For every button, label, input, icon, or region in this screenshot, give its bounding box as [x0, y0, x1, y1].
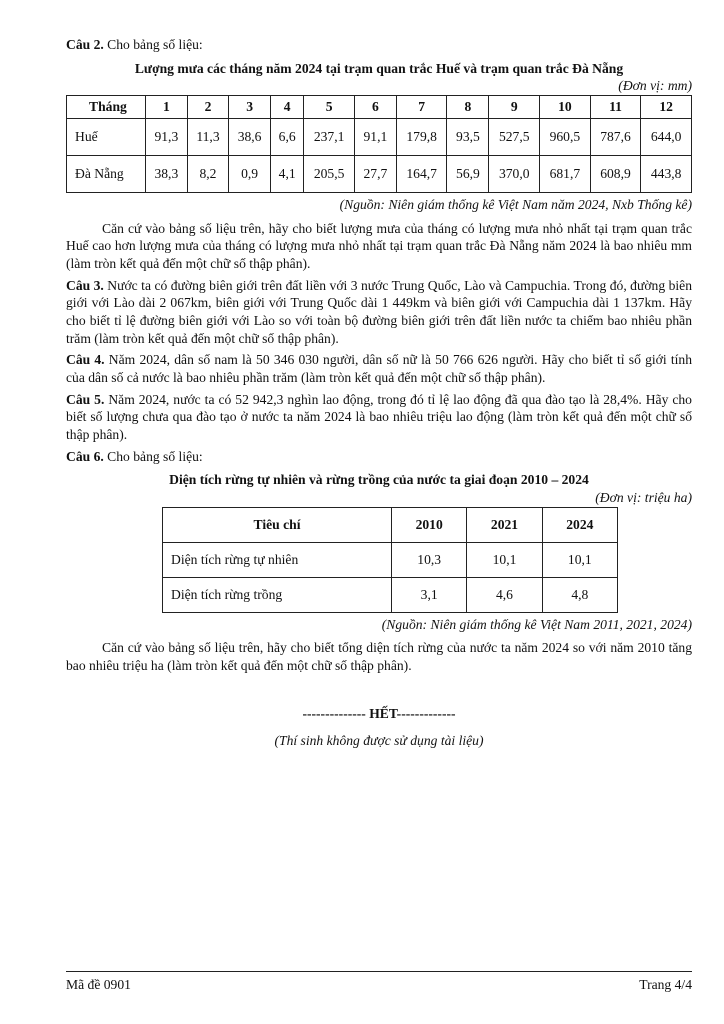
q6-unit: (Đơn vị: triệu ha) [595, 490, 692, 506]
month-header: 2 [187, 96, 228, 119]
q4-paragraph [66, 351, 692, 386]
table-cell: 6,6 [271, 119, 304, 156]
table-cell: 960,5 [540, 119, 591, 156]
month-header: 1 [145, 96, 187, 119]
table-cell: 93,5 [447, 119, 489, 156]
month-header: 8 [447, 96, 489, 119]
month-header: 9 [489, 96, 540, 119]
table-cell: 370,0 [489, 156, 540, 193]
table-row [67, 119, 692, 156]
table-row [67, 156, 692, 193]
q2-question: Căn cứ vào bảng số liệu trên, hãy cho biết lượng mưa của tháng có lượng mưa nhỏ nhất tại trạm quan trắc Huế cao hơn lượng mưa của tháng có lượng mưa nhỏ nhất tại trạm quan trắc Đà Nẵng năm 2024 là bao nhiêu mm (làm tròn kết quả đến một chữ số thập phân). [66, 220, 692, 272]
year-header: 2024 [542, 507, 617, 542]
forest-header-row [163, 507, 618, 542]
table-cell: 0,9 [229, 156, 271, 193]
station-name: Huế [67, 119, 146, 156]
table-row [163, 542, 618, 577]
month-header: 12 [641, 96, 692, 119]
table-cell: 179,8 [396, 119, 447, 156]
forest-table [162, 507, 618, 613]
table-cell: 10,3 [392, 542, 467, 577]
table-cell: 608,9 [590, 156, 641, 193]
table-cell: 3,1 [392, 577, 467, 612]
q6-intro-text: Cho bảng số liệu: [103, 448, 203, 464]
q6-table-title: Diện tích rừng tự nhiên và rừng trồng của nước ta giai đoạn 2010 – 2024 [169, 472, 589, 488]
q6-question: Căn cứ vào bảng số liệu trên, hãy cho biết tổng diện tích rừng của nước ta năm 2024 so với năm 2010 tăng bao nhiêu triệu ha (làm tròn kết quả đến một chữ số thập phân). [66, 640, 692, 674]
table-cell: 27,7 [354, 156, 396, 193]
table-cell: 91,1 [354, 119, 396, 156]
month-header: 3 [229, 96, 271, 119]
table-cell: 164,7 [396, 156, 447, 193]
table-cell: 205,5 [304, 156, 355, 193]
q6-intro [66, 448, 692, 466]
table-cell: 10,1 [467, 542, 542, 577]
table-cell: 237,1 [304, 119, 355, 156]
table-cell: 38,6 [229, 119, 271, 156]
table-cell: 38,3 [145, 156, 187, 193]
table-cell: 10,1 [542, 542, 617, 577]
exam-code: Mã đề 0901 [66, 977, 131, 992]
exam-note: (Thí sinh không được sử dụng tài liệu) [274, 733, 484, 749]
exam-page [66, 36, 692, 750]
table-cell: 56,9 [447, 156, 489, 193]
rainfall-header-row [67, 96, 692, 119]
table-cell: 681,7 [540, 156, 591, 193]
footer-divider [66, 971, 692, 972]
q2-unit: (Đơn vị: mm) [618, 78, 692, 94]
q2-intro-text: Cho bảng số liệu: [103, 37, 203, 52]
table-cell: 443,8 [641, 156, 692, 193]
rainfall-header-label: Tháng [67, 96, 146, 119]
criterion-name: Diện tích rừng trồng [163, 577, 392, 612]
q2-label: Câu 2. [66, 37, 104, 52]
station-name: Đà Nẵng [67, 156, 146, 193]
year-header: 2010 [392, 507, 467, 542]
q5-text: Năm 2024, nước ta có 52 942,3 nghìn lao động, trong đó tỉ lệ lao động đã qua đào tạo là 28,4%. Hãy cho biết số lượng chưa qua đào tạo ở nước ta năm 2024 là bao nhiêu triệu lao động (làm tròn kết quả đến một chữ số thập phân). [66, 391, 692, 443]
month-header: 11 [590, 96, 641, 119]
rainfall-table [66, 95, 692, 193]
q4-label: Câu 4. [66, 352, 105, 368]
month-header: 6 [354, 96, 396, 119]
table-cell: 4,8 [542, 577, 617, 612]
month-header: 7 [396, 96, 447, 119]
table-cell: 8,2 [187, 156, 228, 193]
q5-label: Câu 5. [66, 391, 105, 407]
table-cell: 4,6 [467, 577, 542, 612]
q3-label: Câu 3. [66, 277, 104, 293]
table-cell: 787,6 [590, 119, 641, 156]
table-row [163, 577, 618, 612]
month-header: 10 [540, 96, 591, 119]
q6-label: Câu 6. [66, 448, 104, 464]
table-cell: 11,3 [187, 119, 228, 156]
q2-intro [66, 36, 692, 54]
year-header: 2021 [467, 507, 542, 542]
q2-source: (Nguồn: Niên giám thống kê Việt Nam năm 2024, Nxb Thống kê) [339, 197, 692, 213]
page-number: Trang 4/4 [639, 977, 692, 992]
table-cell: 4,1 [271, 156, 304, 193]
criterion-name: Diện tích rừng tự nhiên [163, 542, 392, 577]
table-cell: 527,5 [489, 119, 540, 156]
q5-paragraph [66, 391, 692, 444]
table-cell: 644,0 [641, 119, 692, 156]
q2-table-title: Lượng mưa các tháng năm 2024 tại trạm quan trắc Huế và trạm quan trắc Đà Nẵng [134, 60, 624, 76]
forest-header-label: Tiêu chí [163, 507, 392, 542]
q4-text: Năm 2024, dân số nam là 50 346 030 người, dân số nữ là 50 766 626 người. Hãy cho biết tỉ số giới tính của dân số cả nước là bao nhiêu phần trăm (làm tròn kết quả đến một chữ số thập phân). [66, 352, 692, 386]
month-header: 4 [271, 96, 304, 119]
q3-text: Nước ta có đường biên giới trên đất liền với 3 nước Trung Quốc, Lào và Campuchia. Trong đó, đường biên giới với Lào dài 2 067km, biên giới với Trung Quốc dài 1 449km và biên giới với Campuchia dài 1 137km. Hãy cho biết tỉ lệ đường biên giới với Lào so với toàn bộ đường biên giới trên đất liền nước ta chiếm bao nhiêu phần trăm (làm tròn kết quả đến một chữ số thập phân). [66, 277, 692, 346]
q3-paragraph [66, 277, 692, 348]
end-mark: -------------- HẾT------------- [302, 705, 456, 721]
table-cell: 91,3 [145, 119, 187, 156]
month-header: 5 [304, 96, 355, 119]
q6-source: (Nguồn: Niên giám thống kê Việt Nam 2011, 2021, 2024) [381, 616, 692, 632]
